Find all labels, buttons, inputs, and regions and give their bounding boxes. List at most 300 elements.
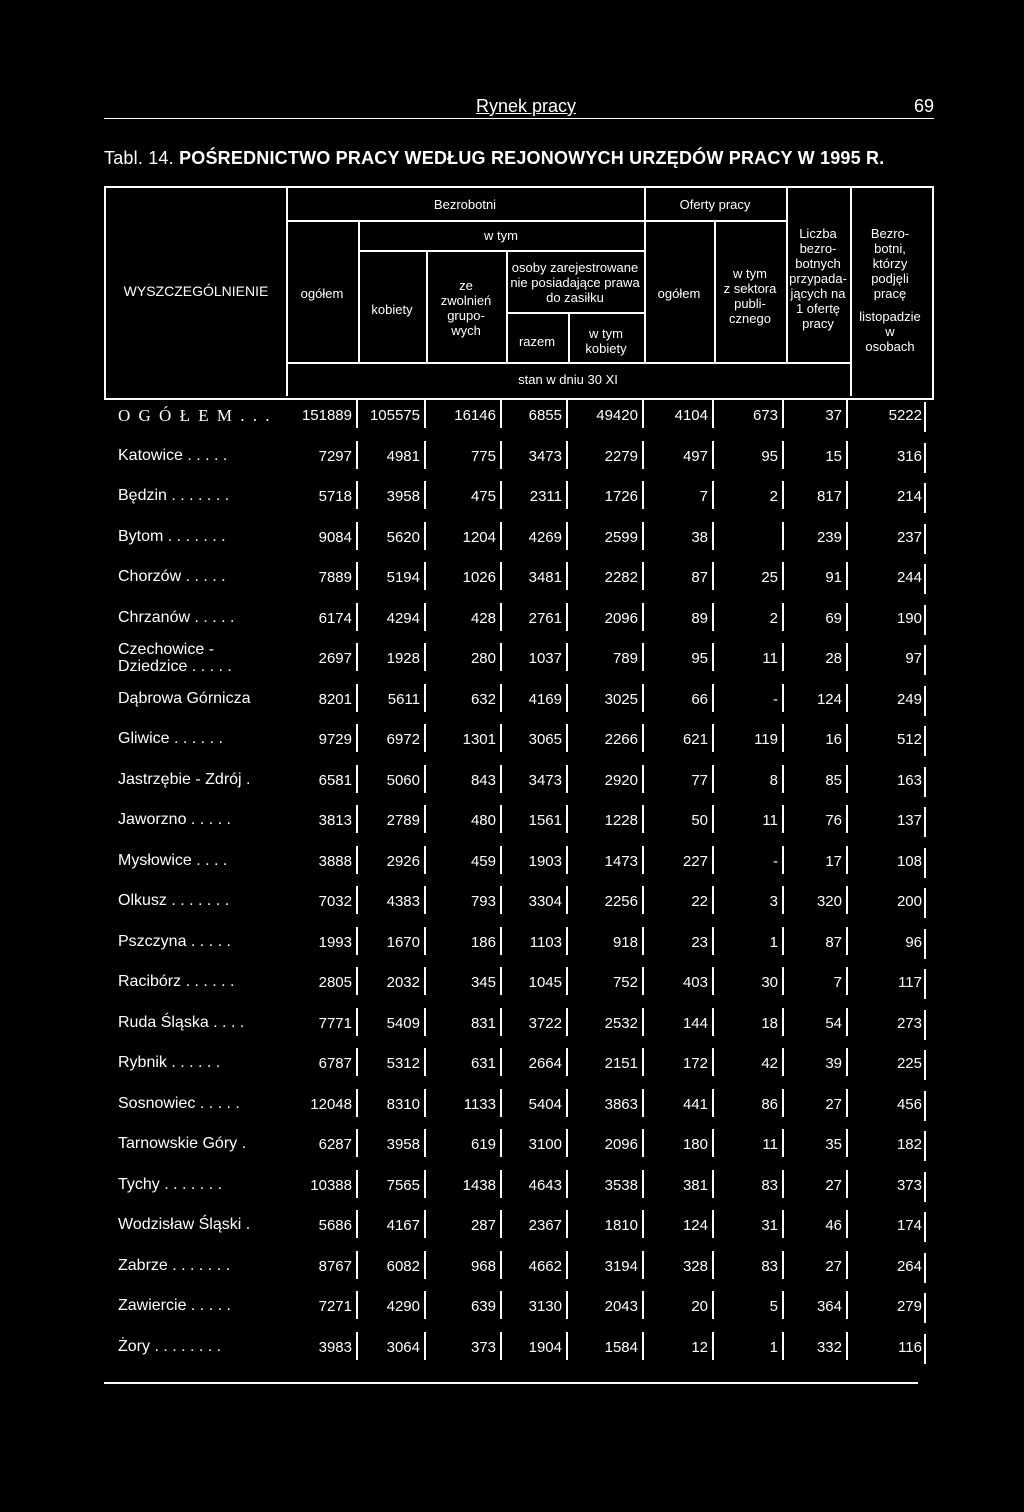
cell-value: 39 xyxy=(825,1055,842,1072)
cell-value: - xyxy=(773,690,778,708)
row-label: Zawiercie . . . . . xyxy=(118,1297,231,1314)
right-edge xyxy=(924,767,926,797)
column-divider xyxy=(566,400,568,428)
cell-value: 182 xyxy=(896,1136,922,1153)
column-divider xyxy=(782,1129,784,1157)
column-divider xyxy=(500,846,502,874)
column-divider xyxy=(782,603,784,631)
column-divider xyxy=(356,643,358,671)
column-divider xyxy=(782,400,784,428)
cell-value: 95 xyxy=(761,447,778,465)
column-divider xyxy=(712,1291,714,1319)
column-divider xyxy=(356,927,358,955)
column-divider xyxy=(846,1089,848,1117)
cell-value: 279 xyxy=(896,1298,922,1315)
table-row xyxy=(104,639,930,681)
column-divider xyxy=(782,967,784,995)
cell-value: 7032 xyxy=(318,893,352,910)
cell-value: 137 xyxy=(896,812,922,829)
cell-value: 775 xyxy=(470,447,496,465)
column-divider xyxy=(356,724,358,752)
cell-value: 1037 xyxy=(528,650,562,667)
cell-value: 2 xyxy=(769,488,778,505)
row-label: Katowice . . . . . xyxy=(118,446,228,464)
right-edge xyxy=(924,483,926,513)
column-divider xyxy=(424,1129,426,1157)
table-header xyxy=(104,186,934,400)
column-divider xyxy=(566,603,568,631)
header-oferty-ogolem: ogółem xyxy=(657,286,701,301)
column-divider xyxy=(424,886,426,914)
cell-value: 7 xyxy=(833,974,842,991)
cell-value: 1904 xyxy=(528,1338,562,1356)
row-label: Bytom . . . . . . . xyxy=(118,527,226,545)
cell-value: 2697 xyxy=(318,650,352,667)
row-label: Ruda Śląska . . . . xyxy=(118,1013,245,1031)
right-edge xyxy=(924,564,926,594)
column-divider xyxy=(712,1332,714,1360)
column-divider xyxy=(424,400,426,428)
cell-value: 2664 xyxy=(528,1055,562,1072)
column-divider xyxy=(712,522,714,550)
cell-value: 3194 xyxy=(604,1257,638,1275)
cell-value: 6972 xyxy=(386,731,420,748)
header-liczba: Liczba bezro- botnych przypada- jących na 1 ofertę pracy xyxy=(789,226,847,331)
table-row xyxy=(104,680,930,722)
cell-value: 227 xyxy=(682,852,708,870)
cell-value: 3481 xyxy=(528,569,562,586)
total-row xyxy=(104,396,930,438)
cell-value: 4290 xyxy=(386,1298,420,1315)
cell-value: 2599 xyxy=(604,528,638,546)
column-divider xyxy=(642,1332,644,1360)
cell-value: 287 xyxy=(470,1217,496,1234)
column-divider xyxy=(712,765,714,793)
cell-value: 27 xyxy=(825,1257,842,1275)
cell-value: 817 xyxy=(816,488,842,505)
column-divider xyxy=(782,522,784,550)
column-divider xyxy=(642,805,644,833)
column-divider xyxy=(642,1048,644,1076)
right-edge xyxy=(924,1091,926,1121)
right-edge xyxy=(924,929,926,959)
table-row xyxy=(104,1004,930,1046)
column-divider xyxy=(566,562,568,590)
cell-value: 373 xyxy=(896,1176,922,1194)
header-ogolem: ogółem xyxy=(300,286,344,301)
cell-value: 364 xyxy=(816,1298,842,1315)
page-number: 69 xyxy=(913,96,934,116)
column-divider xyxy=(424,846,426,874)
row-label: O G Ó Ł E M . . . xyxy=(118,406,272,425)
cell-value: 441 xyxy=(682,1095,708,1113)
column-divider xyxy=(846,765,848,793)
cell-value: 918 xyxy=(612,933,638,951)
header-bezrobotni: Bezrobotni xyxy=(433,197,497,212)
header-zwolnien: ze zwolnień grupo- wych xyxy=(440,278,492,338)
column-divider xyxy=(712,603,714,631)
column-divider xyxy=(424,1089,426,1117)
cell-value: 1438 xyxy=(462,1176,496,1194)
cell-value: 2279 xyxy=(604,447,638,465)
column-divider xyxy=(500,724,502,752)
cell-value: 1726 xyxy=(604,488,638,505)
cell-value: 5194 xyxy=(386,569,420,586)
cell-value: 76 xyxy=(825,812,842,829)
cell-value: 752 xyxy=(612,974,638,991)
cell-value: 237 xyxy=(896,528,922,546)
column-divider xyxy=(846,643,848,671)
cell-value: 1 xyxy=(769,933,778,951)
cell-value: 5620 xyxy=(386,528,420,546)
cell-value: 3983 xyxy=(318,1338,352,1356)
column-divider xyxy=(642,603,644,631)
cell-value: 144 xyxy=(682,1014,708,1032)
column-divider xyxy=(846,522,848,550)
column-divider xyxy=(846,1251,848,1279)
cell-value: 320 xyxy=(816,893,842,910)
cell-value: 180 xyxy=(682,1136,708,1153)
column-divider xyxy=(642,1008,644,1036)
column-divider xyxy=(712,684,714,712)
column-divider xyxy=(500,562,502,590)
cell-value: 49420 xyxy=(596,407,638,424)
cell-value: - xyxy=(773,852,778,870)
column-divider xyxy=(500,886,502,914)
table-row xyxy=(104,761,930,803)
row-label: Pszczyna . . . . . xyxy=(118,932,231,950)
cell-value: 264 xyxy=(896,1257,922,1275)
table-row xyxy=(104,599,930,641)
right-edge xyxy=(924,524,926,554)
cell-value: 2920 xyxy=(604,771,638,789)
column-divider xyxy=(566,1129,568,1157)
cell-value: 1993 xyxy=(318,933,352,951)
column-divider xyxy=(424,1251,426,1279)
column-divider xyxy=(782,1089,784,1117)
row-label: Racibórz . . . . . . xyxy=(118,973,235,990)
row-label: Czechowice - Dziedzice . . . . . xyxy=(118,641,232,675)
column-divider xyxy=(500,400,502,428)
cell-value: 5060 xyxy=(386,771,420,789)
column-divider xyxy=(500,805,502,833)
cell-value: 3 xyxy=(769,893,778,910)
cell-value: 46 xyxy=(825,1217,842,1234)
right-edge xyxy=(924,645,926,675)
cell-value: 23 xyxy=(691,933,708,951)
cell-value: 77 xyxy=(691,771,708,789)
right-edge xyxy=(924,1334,926,1364)
cell-value: 35 xyxy=(825,1136,842,1153)
cell-value: 2805 xyxy=(318,974,352,991)
column-divider xyxy=(642,562,644,590)
right-edge xyxy=(924,1010,926,1040)
column-divider xyxy=(782,1210,784,1238)
cell-value: 7889 xyxy=(318,569,352,586)
right-edge xyxy=(924,1253,926,1283)
cell-value: 6787 xyxy=(318,1055,352,1072)
table-row xyxy=(104,1247,930,1289)
row-label: Tarnowskie Góry . xyxy=(118,1135,247,1152)
cell-value: 621 xyxy=(682,731,708,748)
cell-value: 459 xyxy=(470,852,496,870)
column-divider xyxy=(424,643,426,671)
cell-value: 8767 xyxy=(318,1257,352,1275)
header-podjeli: Bezro- botni, którzy podjęli pracę listopadzie w osobach xyxy=(859,226,921,354)
cell-value: 1026 xyxy=(462,569,496,586)
header-w-tym: w tym xyxy=(484,228,518,243)
column-divider xyxy=(566,684,568,712)
table-row xyxy=(104,923,930,965)
cell-value: 7771 xyxy=(318,1014,352,1032)
column-divider xyxy=(424,765,426,793)
column-divider xyxy=(712,481,714,509)
right-edge xyxy=(924,686,926,716)
cell-value: 38 xyxy=(691,528,708,546)
cell-value: 1301 xyxy=(462,731,496,748)
cell-value: 30 xyxy=(761,974,778,991)
row-label: Mysłowice . . . . xyxy=(118,851,228,869)
cell-value: 151889 xyxy=(301,407,352,424)
cell-value: 475 xyxy=(470,488,496,505)
right-edge xyxy=(924,848,926,878)
column-divider xyxy=(566,927,568,955)
column-divider xyxy=(712,562,714,590)
cell-value: 116 xyxy=(898,1338,922,1356)
right-edge xyxy=(924,402,926,432)
column-divider xyxy=(356,765,358,793)
cell-value: 512 xyxy=(896,731,922,748)
cell-value: 50 xyxy=(691,812,708,829)
header-wyszczegolnienie: WYSZCZEGÓLNIENIE xyxy=(123,283,269,299)
running-head xyxy=(104,96,934,119)
column-divider xyxy=(846,927,848,955)
cell-value: 12 xyxy=(691,1338,708,1356)
cell-value: 480 xyxy=(470,812,496,829)
cell-value: 1473 xyxy=(604,852,638,870)
cell-value: 105575 xyxy=(369,407,420,424)
column-divider xyxy=(356,1332,358,1360)
cell-value: 10388 xyxy=(310,1176,352,1194)
column-divider xyxy=(500,1008,502,1036)
right-edge xyxy=(924,1293,926,1323)
table-row xyxy=(104,1125,930,1167)
cell-value: 3813 xyxy=(318,812,352,829)
column-divider xyxy=(782,684,784,712)
cell-value: 2282 xyxy=(604,569,638,586)
cell-value: 225 xyxy=(896,1055,922,1072)
right-edge xyxy=(924,443,926,473)
column-divider xyxy=(846,846,848,874)
column-divider xyxy=(846,1008,848,1036)
cell-value: 37 xyxy=(825,407,842,424)
header-razem: razem xyxy=(518,334,556,349)
column-divider xyxy=(424,967,426,995)
cell-value: 789 xyxy=(612,650,638,667)
column-divider xyxy=(424,1210,426,1238)
column-divider xyxy=(846,481,848,509)
column-divider xyxy=(642,400,644,428)
column-divider xyxy=(356,400,358,428)
column-divider xyxy=(782,562,784,590)
column-divider xyxy=(566,1291,568,1319)
cell-value: 11 xyxy=(762,1136,778,1153)
column-divider xyxy=(846,684,848,712)
column-divider xyxy=(424,927,426,955)
cell-value: 31 xyxy=(761,1217,778,1234)
column-divider xyxy=(566,1210,568,1238)
column-divider xyxy=(846,724,848,752)
column-divider xyxy=(712,805,714,833)
cell-value: 186 xyxy=(470,933,496,951)
column-divider xyxy=(566,886,568,914)
column-divider xyxy=(356,805,358,833)
table-row xyxy=(104,1085,930,1127)
column-divider xyxy=(500,1332,502,1360)
cell-value: 4662 xyxy=(528,1257,562,1275)
cell-value: 15 xyxy=(825,447,842,465)
bottom-rule xyxy=(104,1382,918,1384)
cell-value: 4294 xyxy=(386,609,420,627)
column-divider xyxy=(356,886,358,914)
cell-value: 1928 xyxy=(386,650,420,667)
column-divider xyxy=(424,441,426,469)
cell-value: 91 xyxy=(825,569,842,586)
column-divider xyxy=(846,441,848,469)
column-divider xyxy=(846,805,848,833)
cell-value: 11 xyxy=(762,650,778,667)
cell-value: 214 xyxy=(896,488,922,505)
column-divider xyxy=(424,562,426,590)
column-divider xyxy=(846,400,848,428)
table-row xyxy=(104,558,930,600)
cell-value: 2761 xyxy=(528,609,562,627)
cell-value: 631 xyxy=(470,1055,496,1072)
column-divider xyxy=(424,1008,426,1036)
cell-value: 2032 xyxy=(386,974,420,991)
column-divider xyxy=(712,400,714,428)
column-divider xyxy=(356,481,358,509)
cell-value: 18 xyxy=(761,1014,778,1032)
cell-value: 3863 xyxy=(604,1095,638,1113)
cell-value: 16146 xyxy=(454,407,496,424)
column-divider xyxy=(424,1170,426,1198)
column-divider xyxy=(566,1332,568,1360)
column-divider xyxy=(642,643,644,671)
cell-value: 1228 xyxy=(604,812,638,829)
cell-value: 3065 xyxy=(528,731,562,748)
table-row xyxy=(104,1328,930,1370)
cell-value: 66 xyxy=(691,690,708,708)
cell-value: 7297 xyxy=(318,447,352,465)
cell-value: 117 xyxy=(898,974,922,991)
column-divider xyxy=(782,1251,784,1279)
column-divider xyxy=(424,481,426,509)
column-divider xyxy=(566,1251,568,1279)
cell-value: 6082 xyxy=(386,1257,420,1275)
column-divider xyxy=(846,886,848,914)
table-row xyxy=(104,1287,930,1329)
column-divider xyxy=(356,1251,358,1279)
cell-value: 373 xyxy=(470,1338,496,1356)
right-edge xyxy=(924,888,926,918)
cell-value: 1561 xyxy=(528,812,562,829)
column-divider xyxy=(642,1170,644,1198)
column-divider xyxy=(500,441,502,469)
column-divider xyxy=(566,765,568,793)
cell-value: 6174 xyxy=(318,609,352,627)
column-divider xyxy=(782,1170,784,1198)
column-divider xyxy=(356,603,358,631)
column-divider xyxy=(642,1089,644,1117)
cell-value: 1045 xyxy=(528,974,562,991)
column-divider xyxy=(566,1008,568,1036)
right-edge xyxy=(924,969,926,999)
row-label: Olkusz . . . . . . . xyxy=(118,892,230,909)
cell-value: 5409 xyxy=(386,1014,420,1032)
cell-value: 3958 xyxy=(386,1136,420,1153)
row-label: Będzin . . . . . . . xyxy=(118,487,230,504)
table-row xyxy=(104,477,930,519)
column-divider xyxy=(712,1251,714,1279)
cell-value: 20 xyxy=(691,1298,708,1315)
row-label: Wodzisław Śląski . xyxy=(118,1216,251,1233)
cell-value: 2043 xyxy=(604,1298,638,1315)
column-divider xyxy=(712,1048,714,1076)
cell-value: 3025 xyxy=(604,690,638,708)
cell-value: 54 xyxy=(825,1014,842,1032)
cell-value: 4981 xyxy=(386,447,420,465)
column-divider xyxy=(356,1129,358,1157)
cell-value: 5 xyxy=(769,1298,778,1315)
column-divider xyxy=(712,1129,714,1157)
column-divider xyxy=(782,846,784,874)
section-title: Rynek pracy xyxy=(476,96,577,116)
cell-value: 4269 xyxy=(528,528,562,546)
cell-value: 5611 xyxy=(387,690,420,708)
column-divider xyxy=(566,1170,568,1198)
column-divider xyxy=(846,562,848,590)
column-divider xyxy=(424,1332,426,1360)
cell-value: 22 xyxy=(691,893,708,910)
cell-value: 5222 xyxy=(888,407,922,424)
cell-value: 174 xyxy=(896,1217,922,1234)
column-divider xyxy=(846,1048,848,1076)
column-divider xyxy=(500,1048,502,1076)
column-divider xyxy=(712,1170,714,1198)
column-divider xyxy=(782,765,784,793)
column-divider xyxy=(356,1210,358,1238)
column-divider xyxy=(782,724,784,752)
column-divider xyxy=(500,684,502,712)
cell-value: 1133 xyxy=(463,1095,496,1113)
cell-value: 124 xyxy=(816,690,842,708)
cell-value: 2256 xyxy=(604,893,638,910)
cell-value: 673 xyxy=(752,407,778,424)
cell-value: 2311 xyxy=(529,488,562,505)
column-divider xyxy=(500,1089,502,1117)
cell-value: 244 xyxy=(896,569,922,586)
column-divider xyxy=(642,1210,644,1238)
cell-value: 239 xyxy=(816,528,842,546)
table-row xyxy=(104,1166,930,1208)
column-divider xyxy=(712,846,714,874)
table-row xyxy=(104,1044,930,1086)
column-divider xyxy=(782,481,784,509)
column-divider xyxy=(642,522,644,550)
column-divider xyxy=(424,1291,426,1319)
column-divider xyxy=(642,765,644,793)
